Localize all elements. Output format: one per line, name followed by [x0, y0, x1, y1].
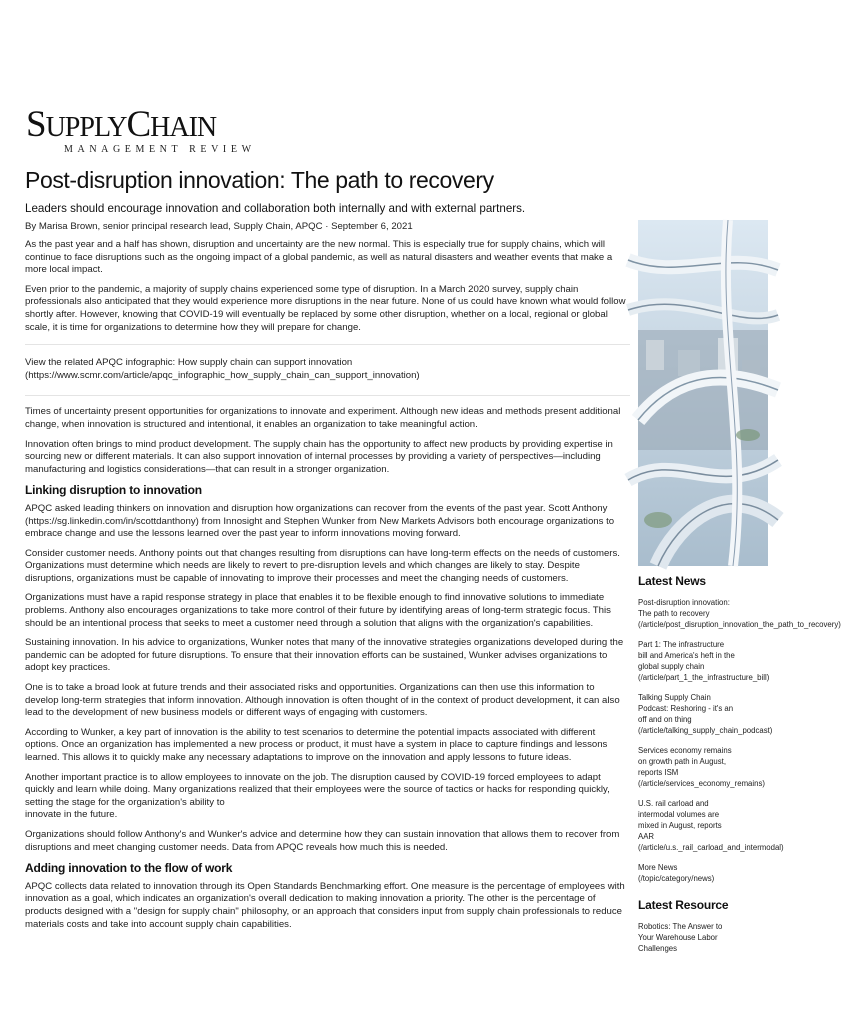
news-item-line[interactable]: mixed in August, reports [638, 821, 722, 830]
news-item-line[interactable]: Post-disruption innovation: [638, 598, 730, 607]
sidebar [638, 574, 841, 963]
news-item[interactable] [638, 745, 768, 789]
paragraph: APQC asked leading thinkers on innovation and disruption how organizations can recover from the events of the past year. Scott Anthony (https://sg.linkedin.com/in/scottdanthony) from Innosight and Stephen Wunker from New Markets Advisors both encourage organizations to embrace change and use the lessons learned over the past year to inform innovations moving forward. [25, 502, 615, 540]
resource-item-line[interactable]: Challenges [638, 944, 678, 953]
news-item-line[interactable]: reports ISM [638, 768, 679, 777]
article-subheading: Leaders should encourage innovation and collaboration both internally and with external partners. [25, 202, 526, 215]
news-item-url[interactable]: (/article/services_economy_remains) [638, 779, 765, 788]
site-logo[interactable] [26, 104, 256, 156]
paragraph: Organizations must have a rapid response strategy in place that enables it to be flexible enough to find innovative solutions to immediate problems. Anthony also encourages organizations to take more control of their future by identifying areas of long-term strategic focus. This should be an intentional process that seeks to meet a customer need through a solution that aligns with the organization's capabilities. [25, 592, 611, 629]
paragraph: Sustaining innovation. In his advice to organizations, Wunker notes that many of the innovative strategies organizations developed during the pandemic can be adopted for future disruptions. To ensure that their innovation efforts can be sustained, Wunker advises organizations to adopt key practices. [25, 637, 624, 674]
sidebar-photo-highway [638, 220, 768, 566]
section-heading-linking: Linking disruption to innovation [25, 483, 202, 498]
news-item-line[interactable]: off and on thing [638, 715, 692, 724]
news-item[interactable] [638, 639, 768, 683]
news-item-url[interactable]: (/article/part_1_the_infrastructure_bill) [638, 673, 770, 682]
news-item[interactable] [638, 692, 773, 736]
paragraph-part: Another important practice is to allow employees to innovate on the job. The disruption caused by COVID-19 forced employees to adapt quickly and learn while doing. Many organizations realized that their employees were the source of tactics or hacks for responding quickly, setting the stage for the organization's ability to [25, 771, 610, 808]
paragraph: APQC collects data related to innovation through its Open Standards Benchmarking effort. One measure is the percentage of employees with innovation as a goal, which indicates an organization's overall dedication to making innovation a priority. The other is the percentage of products designed with a "design for supply chain" philosophy, or an approach that considers input from supply chain professionals to reduce materials costs and take into account supply chain capabilities. [25, 880, 625, 930]
paragraph: Consider customer needs. Anthony points out that changes resulting from disruptions can have long-term effects on the needs of customers. Organizations must determine which needs are likely to revert to pre-disruption levels and which changes are likely to stay. Despite disruptions, organizations must be capable of innovating to improve their processes and meet the changing needs of customers. [25, 547, 620, 584]
logo-wordmark: SUPPLYCHAIN [26, 104, 217, 145]
news-item[interactable] [638, 798, 784, 853]
latest-resource-heading: Latest Resource [638, 898, 729, 912]
more-news-label[interactable]: More News [638, 863, 678, 872]
article-body [25, 239, 630, 938]
paragraph [25, 772, 630, 822]
paragraph: Even prior to the pandemic, a majority of supply chains experienced some type of disruption. In a March 2020 survey, supply chain professionals also anticipated that they would experience more disruptions in the near future. None of us could have known what would follow shortly after. However, knowing that COVID-19 will eventually be replaced by some other disruption, whether on a local, regional or global scale, it is time for organizations to determine how they will prepare for change. [25, 283, 626, 333]
news-item-line[interactable]: global supply chain [638, 662, 705, 671]
news-item-line[interactable]: Services economy remains [638, 746, 732, 755]
paragraph: Times of uncertainty present opportunities for organizations to innovate and experiment. Although new ideas and methods present additional change, when innovation is structured and intentional, it enables an organization to take meaningful action. [25, 406, 621, 430]
news-item-line[interactable]: U.S. rail carload and [638, 799, 709, 808]
section-heading-adding: Adding innovation to the flow of work [25, 861, 233, 876]
highway-interchange-image [638, 220, 768, 566]
resource-item[interactable] [638, 921, 768, 954]
news-item-line[interactable]: intermodal volumes are [638, 810, 720, 819]
news-item-url[interactable]: (/article/post_disruption_innovation_the_path_to_recovery) [638, 620, 841, 629]
paragraph: According to Wunker, a key part of innovation is the ability to test scenarios to determine the potential impacts associated with different options. Once an organization has implemented a new process or product, it must have a system in place to capture findings and lessons learned. This allows it to quickly make any necessary adaptations to improve on the innovation and apply lessons to future ideas. [25, 726, 608, 763]
paragraph: Organizations should follow Anthony's and Wunker's advice and determine how they can sustain innovation that allows them to recover from disruptions and meet changing customer needs. Data from APQC reveals how much this is needed. [25, 828, 620, 853]
more-news-link[interactable] [638, 862, 768, 884]
latest-news-heading: Latest News [638, 574, 706, 588]
article-byline: By Marisa Brown, senior principal research lead, Supply Chain, APQC · September 6, 2021 [25, 221, 413, 232]
paragraph: One is to take a broad look at future trends and their associated risks and opportunities. Organizations can then use this information to develop long-term strategies that inform innovation. Although innovation is often thought of in the context of product development, it can also lead to the development of new business models or different ways of engaging with customers. [25, 682, 620, 719]
paragraph: As the past year and a half has shown, disruption and uncertainty are the new normal. This is especially true for supply chains, which will continue to face disruptions such as the ongoing impact of a global pandemic, as well as natural disasters and weather events that make a more local impact. [25, 239, 613, 276]
related-link-url[interactable]: (https://www.scmr.com/article/apqc_infographic_how_supply_chain_can_support_innovation) [25, 369, 420, 381]
resource-item-line[interactable]: Robotics: The Answer to [638, 922, 723, 931]
news-item-line[interactable]: Part 1: The infrastructure [638, 640, 725, 649]
news-item-line[interactable]: on growth path in August, [638, 757, 726, 766]
resource-item-line[interactable]: Your Warehouse Labor [638, 933, 718, 942]
news-item-line[interactable]: AAR [638, 832, 655, 841]
news-item-url[interactable]: (/article/u.s._rail_carload_and_intermodal) [638, 843, 784, 852]
news-item-line[interactable]: Talking Supply Chain [638, 693, 711, 702]
paragraph: Innovation often brings to mind product development. The supply chain has the opportunity to affect new products by providing expertise in sourcing new or different materials. It can also support innovation of internal processes by providing a variety of perspectives—including manufacturing and logistics considerations—that can result in a stronger organization. [25, 438, 613, 475]
related-link-text[interactable]: View the related APQC infographic: How supply chain can support innovation [25, 357, 353, 369]
news-item-line[interactable]: bill and America's heft in the [638, 651, 735, 660]
news-item[interactable] [638, 597, 841, 630]
related-infographic-link[interactable] [25, 344, 630, 396]
paragraph-part: innovate in the future. [25, 809, 118, 821]
news-item-line[interactable]: The path to recovery [638, 609, 710, 618]
news-item-url[interactable]: (/article/talking_supply_chain_podcast) [638, 726, 773, 735]
more-news-url[interactable]: (/topic/category/news) [638, 874, 715, 883]
news-item-line[interactable]: Podcast: Reshoring - it's an [638, 704, 734, 713]
article-title: Post-disruption innovation: The path to recovery [25, 167, 494, 193]
logo-tagline: MANAGEMENT REVIEW [64, 144, 256, 155]
